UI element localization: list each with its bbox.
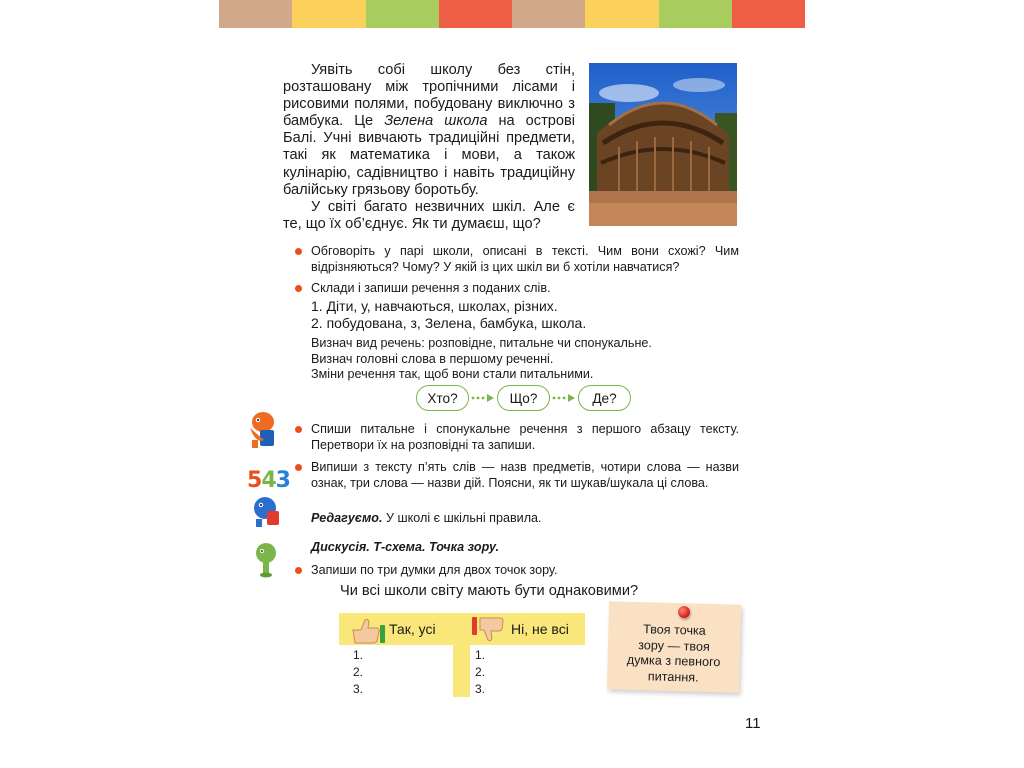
stripe-segment xyxy=(219,0,292,28)
note-line: Твоя точка xyxy=(642,622,706,638)
question-pill-what: Що? xyxy=(497,385,550,411)
digit: 5 xyxy=(247,468,262,493)
t-chart xyxy=(339,613,585,697)
yes-item-1: 1. xyxy=(353,648,364,662)
discussion-heading xyxy=(311,539,739,555)
stripe-segment xyxy=(585,0,658,28)
bullet-dot xyxy=(295,285,302,292)
task-compose-sentences xyxy=(311,280,739,382)
stripe-segment xyxy=(659,0,732,28)
question-pill-who: Хто? xyxy=(416,385,469,411)
intro-text-part: Уявіть собі школу без стін, розташовану між тропічними лісами і рисовими полями, побудовану виключно з бамбука. Це xyxy=(283,62,575,130)
instruction-line: Визнач вид речень: розповідне, питальне чи спонукальне. xyxy=(311,336,652,351)
intro-text xyxy=(283,62,575,233)
task-text: Запиши по три думки для двох точок зору. xyxy=(311,563,558,577)
instruction-line: Визнач головні слова в першому реченні. xyxy=(311,351,554,366)
note-line: питання. xyxy=(647,668,699,685)
intro-text-part: на острові Балі. Учні вивчають традиційні предмети, такі як математика і мови, а також кулінарію, садівництво і навіть традиційну балійську грязьову боротьбу. xyxy=(283,113,575,198)
task-text: Обговоріть у парі школи, описані в тексті. Чим вони схожі? Чим відрізняються? Чому? У якій із цих шкіл ви б хотіли навчатися? xyxy=(311,244,739,275)
green-school-name: Зелена школа xyxy=(384,113,488,130)
editing-text: У школі є шкільні правила. xyxy=(382,511,542,525)
note-text xyxy=(607,621,741,686)
stripe-segment xyxy=(366,0,439,28)
bullet-dot xyxy=(295,464,302,471)
bullet-dot xyxy=(295,426,302,433)
sentence-words-2: 2. побудована, з, Зелена, бамбука, школа. xyxy=(311,315,587,332)
dotted-arrow-icon xyxy=(550,385,578,411)
task-text: Склади і запиши речення з поданих слів. xyxy=(311,281,551,295)
question-pill-where: Де? xyxy=(578,385,631,411)
intro-paragraph-1 xyxy=(283,62,575,199)
no-item-1: 1. xyxy=(475,648,486,662)
task-copy-sentences xyxy=(311,421,739,453)
note-line: думка з певного xyxy=(626,652,721,670)
intro-paragraph-2: У світі багато незвичних шкіл. Але є те, що їх об’єднує. Як ти думаєш, що? xyxy=(283,198,575,232)
pin-icon xyxy=(678,606,690,618)
task-text: Випиши з тексту п’ять слів — назв предметів, чотири слова — назви ознак, три слова — назви дій. Поясни, як ти шукав/шукала ці слова. xyxy=(311,460,739,491)
no-item-3: 3. xyxy=(475,682,486,696)
task-editing xyxy=(311,510,739,526)
bamboo-school-photo xyxy=(589,63,737,226)
editing-character-icon xyxy=(251,495,283,534)
task-text: Спиши питальне і спонукальне речення з першого абзацу тексту. Перетвори їх на розповідні та запиши. xyxy=(311,422,739,453)
discussion-question: Чи всі школи світу мають бути однаковими? xyxy=(340,583,639,599)
digit: 4 xyxy=(261,468,276,493)
thumbs-down-icon xyxy=(472,616,508,649)
bullet-dot xyxy=(295,248,302,255)
editing-label: Редагуємо. xyxy=(311,511,383,525)
instruction-line: Зміни речення так, щоб вони стали питальними. xyxy=(311,367,594,382)
dotted-arrow-icon xyxy=(469,385,497,411)
question-words-row xyxy=(416,385,631,411)
digit: 3 xyxy=(275,468,290,493)
sentence-words-1: 1. Діти, у, навчаються, школах, різних. xyxy=(311,298,558,315)
stripe-segment xyxy=(512,0,585,28)
top-color-stripe xyxy=(219,0,805,28)
numbers-543-icon xyxy=(247,468,290,493)
stripe-segment xyxy=(292,0,365,28)
stripe-segment xyxy=(732,0,805,28)
sticky-note xyxy=(607,601,741,692)
stripe-segment xyxy=(439,0,512,28)
t-chart-divider xyxy=(453,645,470,697)
discussion-title: Дискусія. Т-схема. Точка зору. xyxy=(311,540,499,554)
yes-item-2: 2. xyxy=(353,665,364,679)
task-find-words xyxy=(311,459,739,491)
task-discuss xyxy=(311,243,739,275)
page-number: 11 xyxy=(745,715,761,732)
no-label: Ні, не всі xyxy=(511,621,569,637)
task-write-opinions xyxy=(311,562,739,578)
yes-item-3: 3. xyxy=(353,682,364,696)
photo-illustration xyxy=(589,63,737,226)
note-line: зору — твоя xyxy=(638,637,710,654)
thumbs-up-icon xyxy=(349,616,385,649)
bullet-dot xyxy=(295,567,302,574)
writing-character-icon xyxy=(246,410,280,455)
discussion-character-icon xyxy=(253,542,279,583)
yes-label: Так, усі xyxy=(389,621,436,637)
no-item-2: 2. xyxy=(475,665,486,679)
